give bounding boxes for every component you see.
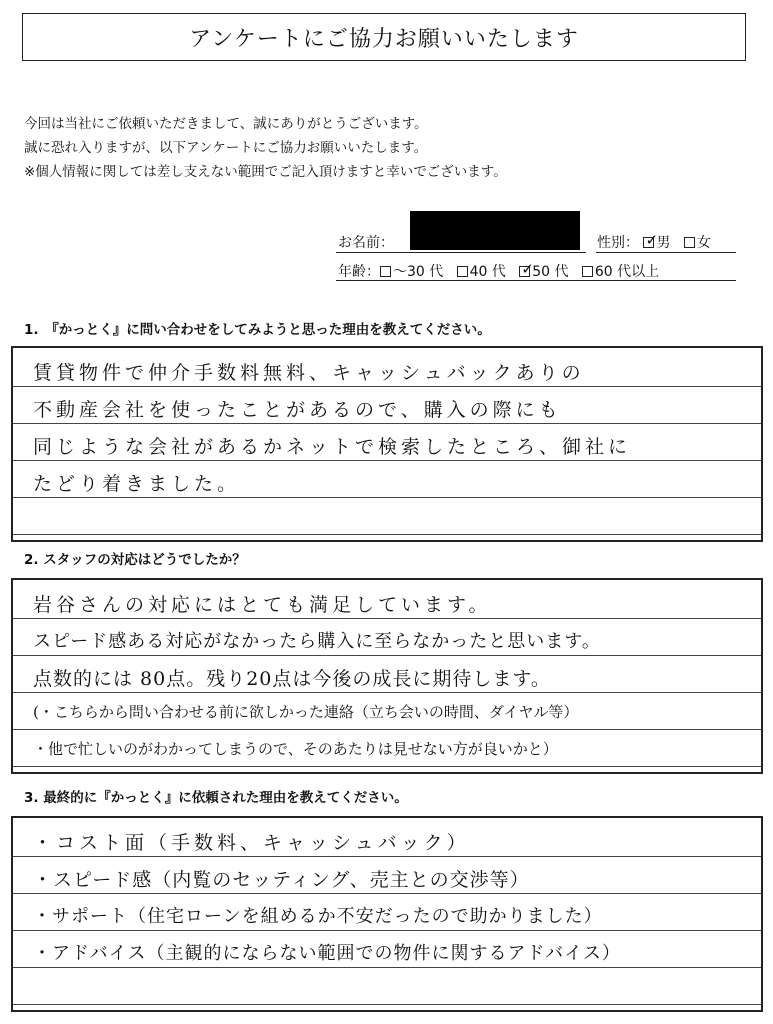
gender-field [597, 232, 711, 252]
handwritten-line: たどり着きました。 [33, 473, 241, 495]
question-1: 1. 『かっとく』に問い合わせをしてみようと思った理由を教えてください。 [24, 322, 491, 338]
question-2: 2. スタッフの対応はどうでしたか？ [24, 552, 246, 568]
answer-box-3[interactable] [11, 816, 763, 1012]
answer-box-1[interactable] [11, 346, 763, 542]
age-underline [336, 280, 736, 281]
gender-label: 性別： [597, 235, 639, 251]
checkbox-age-60s-plus[interactable] [582, 266, 593, 277]
survey-title [22, 13, 746, 61]
name-underline [336, 252, 586, 253]
handwritten-line: ・コスト面（手数料、キャッシュバック） [33, 832, 470, 854]
age-label: 年齢： [338, 264, 380, 280]
checkbox-age-under30[interactable] [380, 266, 391, 277]
handwritten-line: 不動産会社を使ったことがあるので、購入の際にも [33, 399, 562, 421]
handwritten-line: 同じような会社があるかネットで検索したところ、御社に [33, 436, 632, 458]
intro-line: ※個人情報に関しては差し支えない範囲でご記入頂けますと幸いでございます。 [24, 164, 507, 180]
age-option: ～30 代 [393, 264, 444, 280]
handwritten-line: 岩谷さんの対応にはとても満足しています。 [33, 594, 492, 616]
handwritten-line: スピード感ある対応がなかったら購入に至らなかったと思います。 [33, 631, 601, 652]
intro-line: 誠に恐れ入りますが、以下アンケートにご協力お願いいたします。 [24, 140, 428, 156]
checkbox-female[interactable] [684, 237, 695, 248]
intro-text [24, 112, 507, 184]
intro-line: 今回は当社にご依頼いただきまして、誠にありがとうございます。 [24, 116, 428, 132]
survey-title-text: アンケートにご協力お願いいたします [189, 26, 579, 52]
handwritten-line: 賃貸物件で仲介手数料無料、キャッシュバックありの [33, 362, 585, 384]
redacted-name [410, 211, 580, 250]
age-field [338, 261, 659, 281]
checkbox-age-40s[interactable] [457, 266, 468, 277]
handwritten-line: (・こちらから問い合わせる前に欲しかった連絡（立ち会いの時間、ダイヤル等） [33, 703, 579, 721]
age-option: 60 代以上 [594, 264, 660, 280]
gender-female-label: 女 [696, 235, 711, 251]
age-option: 40 代 [469, 264, 506, 280]
age-option: 50 代 [532, 264, 569, 280]
gender-underline [596, 252, 736, 253]
handwritten-line: ・アドバイス（主観的にならない範囲での物件に関するアドバイス） [33, 943, 621, 964]
name-label: お名前： [338, 235, 394, 251]
question-3: 3. 最終的に『かっとく』に依頼された理由を教えてください。 [24, 790, 408, 806]
checkbox-age-50s[interactable] [519, 266, 530, 277]
gender-male-label: 男 [656, 235, 671, 251]
handwritten-line: ・サポート（住宅ローンを組めるか不安だったので助かりました） [33, 906, 603, 927]
answer-box-2[interactable] [11, 578, 763, 774]
handwritten-line: 点数的には 80点。残り20点は今後の成長に期待します。 [33, 668, 551, 690]
checkbox-male[interactable] [643, 237, 654, 248]
handwritten-line: ・スピード感（内覧のセッティング、売主との交渉等） [33, 869, 530, 891]
handwritten-line: ・他で忙しいのがわかってしまうので、そのあたりは見せない方が良いかと） [33, 740, 558, 758]
